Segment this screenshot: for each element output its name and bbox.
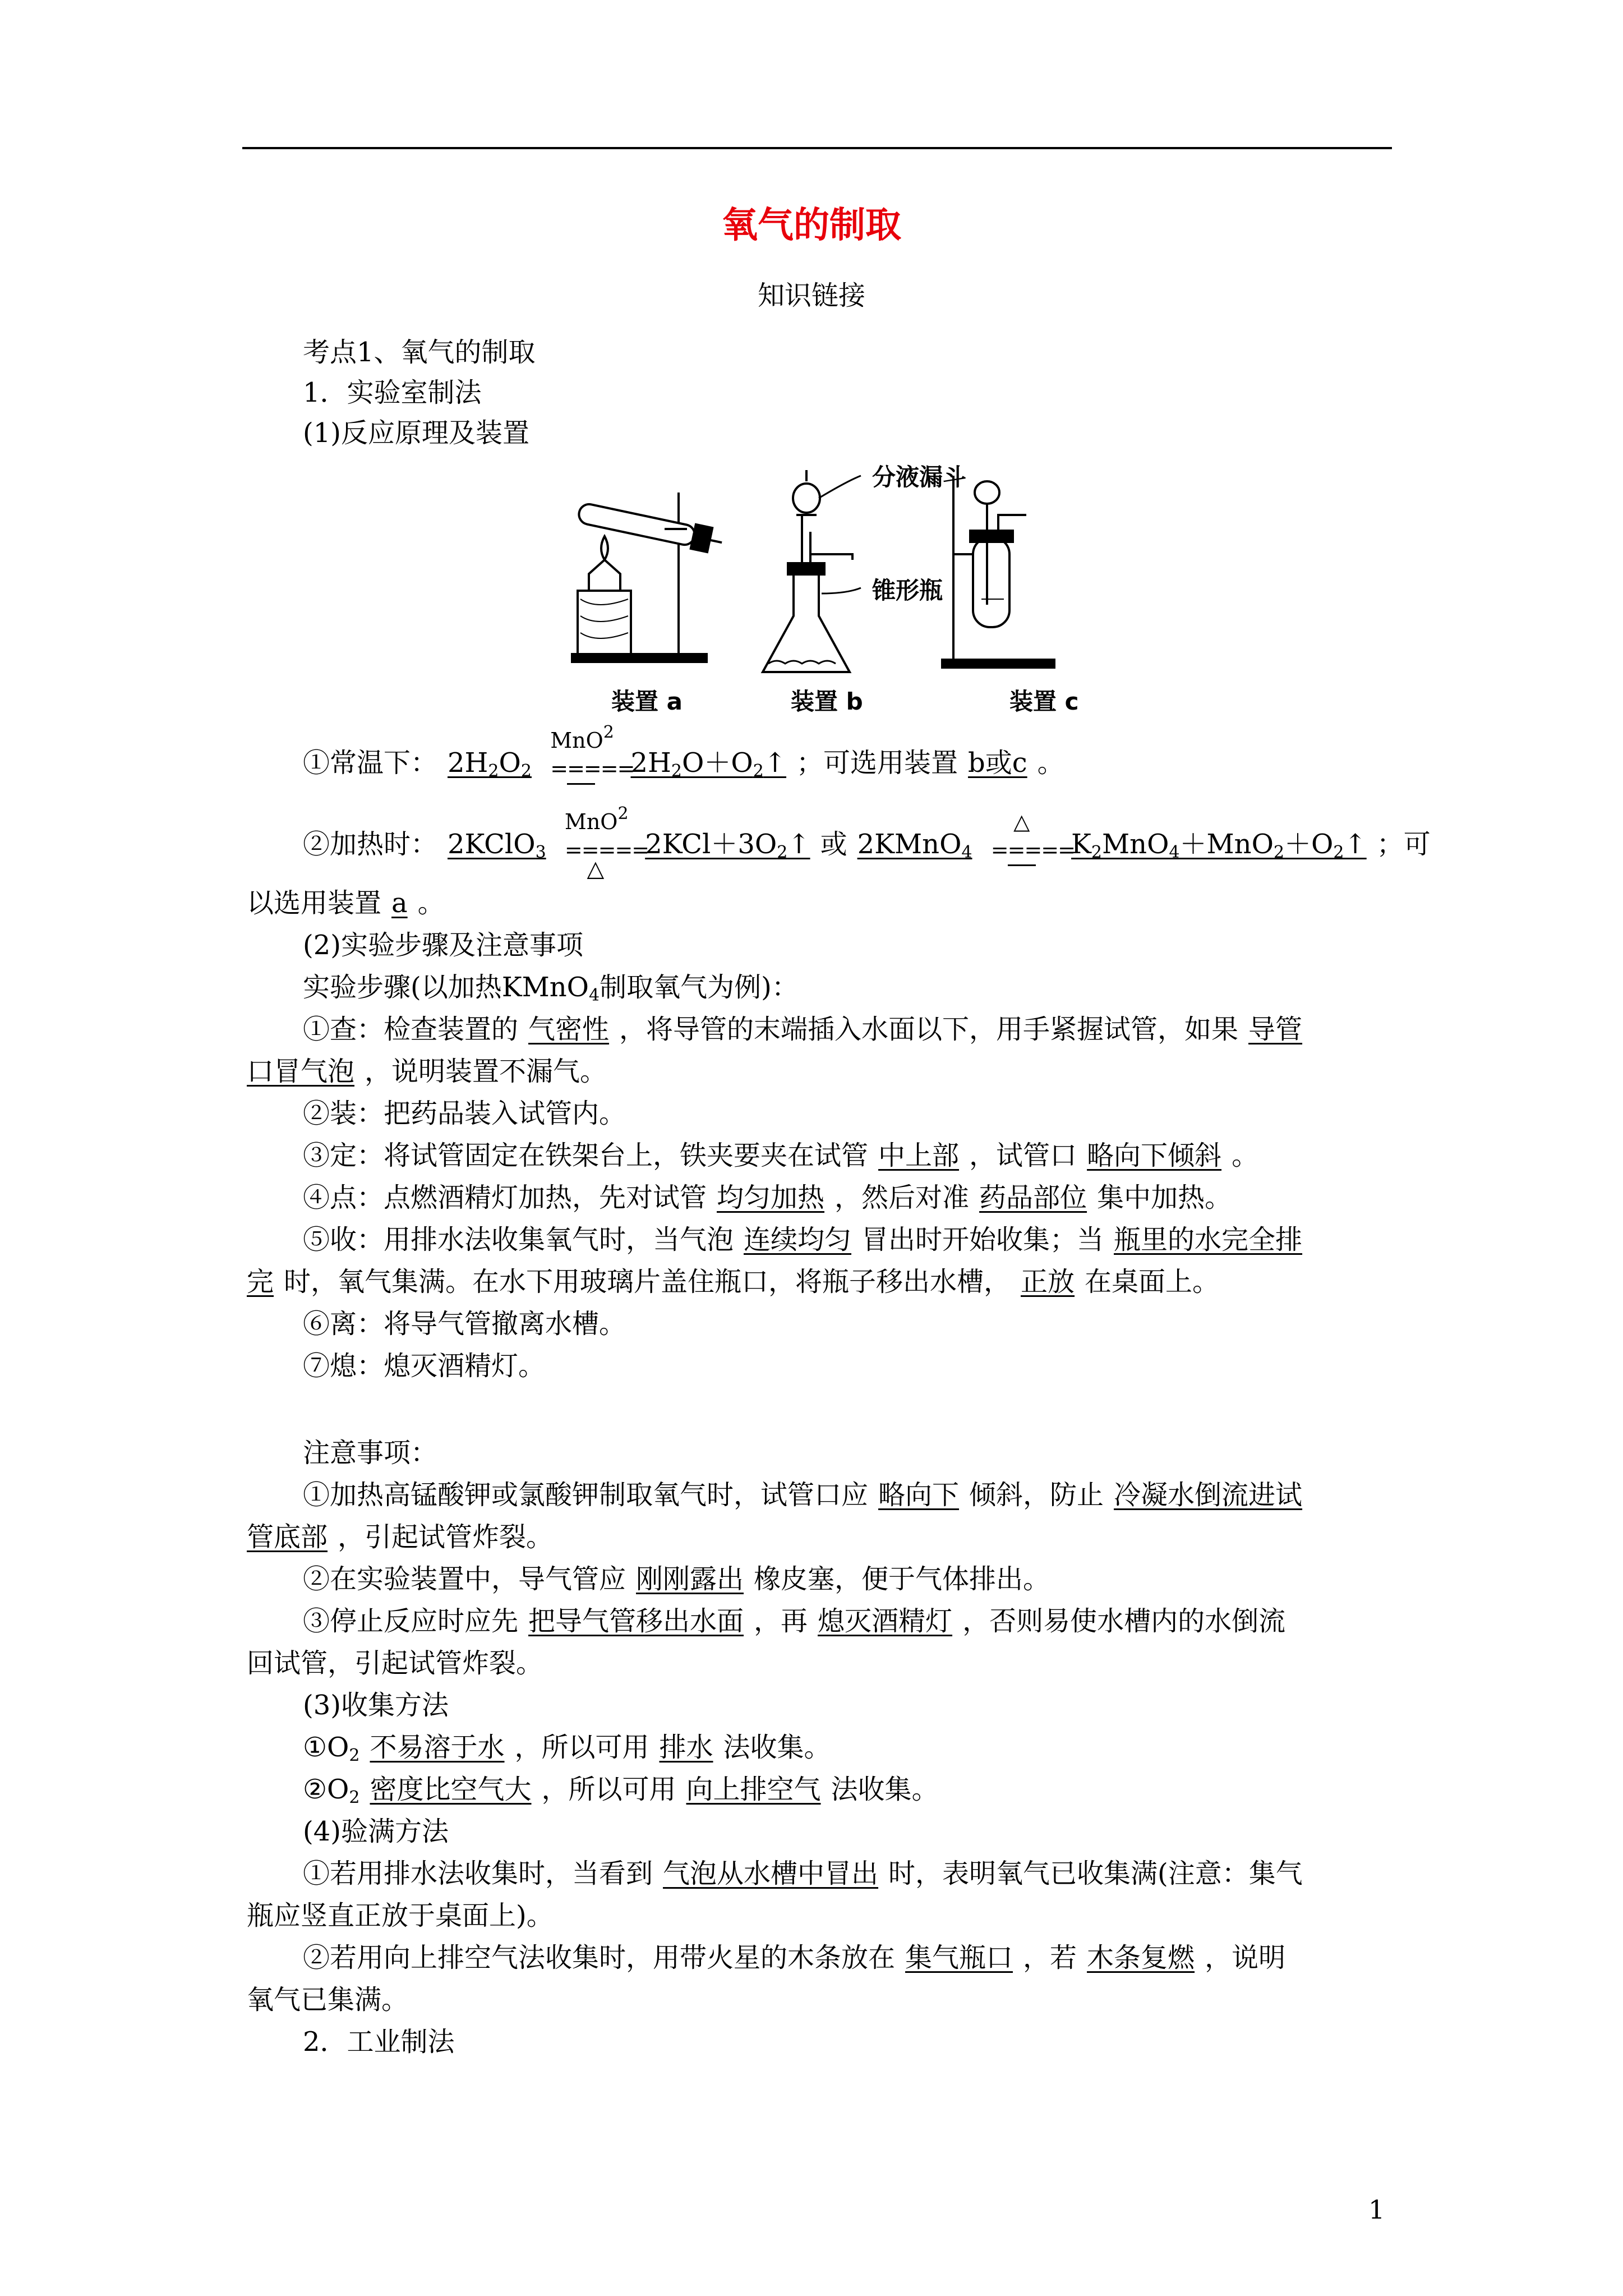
caption-a: 装置 a	[611, 688, 683, 715]
page-subtitle: 知识链接	[757, 280, 865, 311]
part-heading: (1)反应原理及装置	[303, 417, 529, 449]
note-2: ②在实验装置中，导气管应 刚刚露出 橡皮塞，便于气体排出。	[303, 1563, 1050, 1595]
apparatus-figure	[555, 459, 1144, 706]
test-tube-c	[973, 537, 1009, 627]
part2-heading: (2)实验步骤及注意事项	[303, 930, 583, 961]
note-1: ①加热高锰酸钾或氯酸钾制取氧气时，试管口应 略向下 倾斜，防止 冷凝水倒流进试	[303, 1479, 1303, 1511]
step-4: ④点：点燃酒精灯加热，先对试管 均匀加热 ，然后对准 药品部位 集中加热。	[303, 1182, 1232, 1213]
equation-1: ①常温下： $2H_2O_2$ MnO$^2$ ===== $2H_2O+O_2↑$ ；可选用装置 b或c 。	[303, 746, 1064, 782]
header-rule	[242, 147, 1392, 149]
step-5-cont: 完 时，氧气集满。在水下用玻璃片盖住瓶口，将瓶子移出水槽， 正放 在桌面上。	[247, 1266, 1220, 1297]
label-funnel: 分液漏斗	[872, 463, 967, 491]
verify-1-cont: 瓶应竖直正放于桌面上)。	[247, 1900, 554, 1931]
subsection-2-heading: 2．工业制法	[303, 2026, 455, 2058]
step-3: ③定：将试管固定在铁架台上，铁夹要夹在试管 中上部 ，试管口 略向下倾斜 。	[303, 1140, 1259, 1171]
note-3-cont: 回试管，引起试管炸裂。	[247, 1648, 543, 1679]
step-1: ①查：检查装置的 气密性 ，将导管的末端插入水面以下，用手紧握试管，如果 导管	[303, 1014, 1303, 1045]
stand-base-a	[572, 654, 707, 662]
equation-2-cont: 以选用装置 a 。	[247, 887, 445, 919]
collect-2: $②O_2$ 密度比空气大 ，所以可用 向上排空气 法收集。	[303, 1774, 939, 1807]
catalyst-condition: MnO$^2$ =====	[550, 748, 612, 782]
verify-1: ①若用排水法收集时，当看到 气泡从水槽中冒出 时，表明氧气已收集满(注意：集气	[303, 1858, 1303, 1889]
alcohol-lamp	[589, 560, 620, 591]
step-1-cont: 口冒气泡 ，说明装置不漏气。	[247, 1056, 607, 1087]
step-7: ⑦熄：熄灭酒精灯。	[303, 1350, 546, 1382]
caption-c: 装置 c	[1009, 688, 1079, 715]
part3-heading: (3)收集方法	[303, 1690, 449, 1721]
lamp-box-a	[578, 591, 631, 654]
step-6: ⑥离：将导气管撤离水槽。	[303, 1308, 626, 1340]
part4-heading: (4)验满方法	[303, 1816, 449, 1847]
collect-1: $①O_2$ 不易溶于水 ，所以可用 排水 法收集。	[303, 1732, 831, 1765]
label-flask: 锥形瓶	[872, 577, 943, 604]
verify-2-cont: 氧气已集满。	[247, 1984, 409, 2016]
page-title: 氧气的制取	[722, 205, 901, 246]
notes-heading: 注意事项：	[303, 1437, 438, 1469]
conical-flask	[763, 571, 850, 672]
caption-b: 装置 b	[791, 688, 863, 715]
page-number: 1	[1368, 2194, 1385, 2225]
subsection-heading: 1．实验室制法	[303, 377, 482, 408]
section-heading: 考点1、氧气的制取	[303, 337, 536, 368]
stand-base-c	[942, 660, 1054, 668]
test-tube-a	[577, 500, 724, 555]
equation-2: ②加热时： 2KClO$_3$ MnO$^2$ ===== △ $2KCl+3O_2↑$ 或 2KMnO$_4$ △ ===== $K_2MnO_4+MnO_2+O_2↑$ ；可	[303, 803, 1431, 882]
separatory-funnel	[793, 484, 820, 513]
catalyst-heat-condition: MnO$^2$ ===== △	[564, 803, 649, 882]
heat-condition: △ =====	[991, 830, 1053, 863]
step-5: ⑤收：用排水法收集氧气时，当气泡 连续均匀 冒出时开始收集；当 瓶里的水完全排	[303, 1224, 1303, 1255]
verify-2: ②若用向上排空气法收集时，用带火星的木条放在 集气瓶口 ，若 木条复燃 ，说明	[303, 1942, 1286, 1973]
note-1-cont: 管底部 ，引起试管炸裂。	[247, 1521, 554, 1553]
step-2: ②装：把药品装入试管内。	[303, 1098, 626, 1129]
note-3: ③停止反应时应先 把导气管移出水面 ，再 熄灭酒精灯 ，否则易使水槽内的水倒流	[303, 1605, 1286, 1637]
steps-title: 实验步骤(以加热KMnO$_4$制取氧气为例)：	[303, 972, 799, 1005]
